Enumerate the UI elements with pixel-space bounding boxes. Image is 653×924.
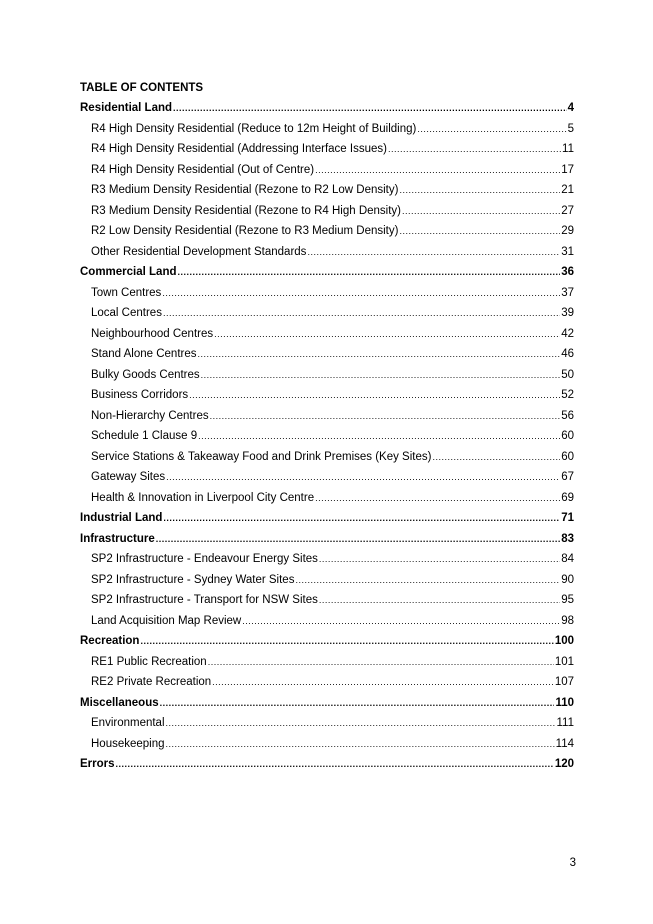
toc-dot-leader — [307, 242, 560, 263]
toc-subsection-entry[interactable] — [80, 713, 574, 734]
toc-dot-leader — [140, 631, 553, 652]
toc-subsection-entry[interactable] — [80, 652, 574, 673]
toc-entry-page: 84 — [561, 553, 574, 565]
toc-dot-leader — [402, 201, 560, 222]
toc-dot-leader — [242, 611, 560, 632]
toc-subsection-entry[interactable] — [80, 221, 574, 242]
toc-entry-page: 4 — [567, 102, 574, 114]
toc-list — [80, 98, 574, 775]
toc-subsection-entry[interactable] — [80, 406, 574, 427]
toc-subsection-entry[interactable] — [80, 365, 574, 386]
toc-entry-page: 60 — [561, 430, 574, 442]
toc-section-entry[interactable] — [80, 693, 574, 714]
toc-section-entry[interactable] — [80, 98, 574, 119]
toc-dot-leader — [162, 283, 560, 304]
toc-dot-leader — [201, 365, 561, 386]
toc-entry-page: 101 — [554, 655, 574, 668]
toc-entry-page: 67 — [561, 471, 574, 483]
toc-entry-label: R3 Medium Density Residential (Rezone to R2 Low Density) — [91, 184, 399, 196]
toc-dot-leader — [198, 344, 561, 365]
toc-entry-label: Land Acquisition Map Review — [91, 614, 242, 627]
toc-subsection-entry[interactable] — [80, 447, 574, 468]
toc-subsection-entry[interactable] — [80, 488, 574, 509]
toc-entry-label: Industrial Land — [80, 512, 163, 524]
toc-entry-page: 56 — [561, 409, 574, 422]
toc-dot-leader — [166, 467, 560, 488]
toc-entry-page: 107 — [554, 676, 574, 688]
toc-subsection-entry[interactable] — [80, 467, 574, 488]
toc-subsection-entry[interactable] — [80, 201, 574, 222]
toc-entry-label: Non-Hierarchy Centres — [91, 409, 209, 422]
toc-entry-page: 110 — [555, 696, 574, 709]
toc-entry-page: 11 — [562, 143, 574, 155]
toc-section-entry[interactable] — [80, 631, 574, 652]
toc-entry-label: Town Centres — [91, 286, 162, 299]
toc-subsection-entry[interactable] — [80, 242, 574, 263]
toc-subsection-entry[interactable] — [80, 426, 574, 447]
toc-entry-page: 42 — [561, 327, 574, 340]
toc-entry-page: 29 — [561, 225, 574, 237]
toc-entry-label: R4 High Density Residential (Out of Centre) — [91, 163, 315, 176]
toc-subsection-entry[interactable] — [80, 570, 574, 591]
toc-dot-leader — [198, 426, 560, 447]
toc-entry-label: R4 High Density Residential (Reduce to 12m Height of Building) — [91, 122, 417, 135]
toc-entry-page: 71 — [561, 512, 574, 524]
toc-subsection-entry[interactable] — [80, 160, 574, 181]
toc-entry-page: 69 — [561, 491, 574, 504]
toc-dot-leader — [160, 693, 555, 714]
toc-entry-page: 46 — [561, 348, 574, 360]
toc-entry-label: R2 Low Density Residential (Rezone to R3 Medium Density) — [91, 225, 399, 237]
toc-section-entry[interactable] — [80, 508, 574, 529]
toc-subsection-entry[interactable] — [80, 180, 574, 201]
toc-entry-page: 120 — [554, 758, 574, 770]
toc-entry-page: 36 — [561, 266, 574, 278]
toc-dot-leader — [166, 713, 556, 734]
toc-entry-page: 100 — [554, 635, 574, 647]
toc-entry-page: 111 — [556, 717, 574, 729]
toc-dot-leader — [315, 160, 560, 181]
toc-entry-label: RE1 Public Recreation — [91, 655, 207, 668]
toc-entry-label: SP2 Infrastructure - Endeavour Energy Sites — [91, 553, 318, 565]
toc-section-entry[interactable] — [80, 754, 574, 775]
toc-dot-leader — [319, 590, 560, 611]
toc-dot-leader — [399, 221, 560, 242]
toc-dot-leader — [399, 180, 560, 201]
toc-entry-page: 31 — [561, 245, 574, 258]
toc-subsection-entry[interactable] — [80, 385, 574, 406]
toc-dot-leader — [208, 652, 554, 673]
toc-section-entry[interactable] — [80, 529, 574, 550]
toc-entry-label: SP2 Infrastructure - Transport for NSW Sites — [91, 594, 318, 606]
toc-dot-leader — [388, 139, 561, 160]
toc-subsection-entry[interactable] — [80, 672, 574, 693]
toc-entry-label: Environmental — [91, 717, 165, 729]
toc-entry-page: 17 — [561, 163, 574, 176]
toc-entry-label: Service Stations & Takeaway Food and Drink Premises (Key Sites) — [91, 450, 432, 463]
toc-entry-page: 98 — [561, 614, 574, 627]
toc-subsection-entry[interactable] — [80, 549, 574, 570]
toc-entry-page: 52 — [561, 389, 574, 401]
toc-entry-page: 95 — [561, 594, 574, 606]
toc-entry-page: 90 — [561, 573, 574, 586]
toc-dot-leader — [189, 385, 560, 406]
toc-dot-leader — [432, 447, 560, 468]
toc-subsection-entry[interactable] — [80, 611, 574, 632]
toc-subsection-entry[interactable] — [80, 283, 574, 304]
toc-entry-label: Schedule 1 Clause 9 — [91, 430, 198, 442]
toc-dot-leader — [173, 98, 567, 119]
toc-entry-label: Bulky Goods Centres — [91, 368, 200, 381]
toc-entry-label: R3 Medium Density Residential (Rezone to R4 High Density) — [91, 204, 401, 217]
toc-entry-page: 83 — [561, 532, 574, 545]
toc-entry-page: 114 — [555, 737, 574, 750]
toc-entry-label: Health & Innovation in Liverpool City Centre — [91, 491, 315, 504]
toc-dot-leader — [214, 324, 560, 345]
toc-subsection-entry[interactable] — [80, 119, 574, 140]
toc-entry-label: Recreation — [80, 635, 140, 647]
toc-dot-leader — [295, 570, 560, 591]
toc-dot-leader — [166, 734, 555, 755]
toc-dot-leader — [417, 119, 566, 140]
toc-entry-label: Other Residential Development Standards — [91, 245, 307, 258]
toc-dot-leader — [163, 303, 560, 324]
toc-entry-label: RE2 Private Recreation — [91, 676, 212, 688]
toc-subsection-entry[interactable] — [80, 344, 574, 365]
toc-dot-leader — [210, 406, 561, 427]
toc-subsection-entry[interactable] — [80, 139, 574, 160]
toc-entry-label: Errors — [80, 758, 115, 770]
toc-subsection-entry[interactable] — [80, 324, 574, 345]
toc-entry-page: 27 — [561, 204, 574, 217]
toc-entry-label: Neighbourhood Centres — [91, 327, 214, 340]
page-number: 3 — [569, 857, 576, 869]
toc-entry-page: 21 — [561, 184, 574, 196]
toc-subsection-entry[interactable] — [80, 303, 574, 324]
toc-entry-label: Infrastructure — [80, 532, 155, 545]
toc-entry-label: Gateway Sites — [91, 471, 166, 483]
toc-dot-leader — [319, 549, 560, 570]
toc-entry-label: Local Centres — [91, 307, 162, 319]
toc-dot-leader — [163, 508, 560, 529]
toc-subsection-entry[interactable] — [80, 590, 574, 611]
toc-title: TABLE OF CONTENTS — [80, 82, 204, 94]
toc-entry-label: Commercial Land — [80, 266, 177, 278]
toc-entry-page: 50 — [561, 368, 574, 381]
toc-entry-label: SP2 Infrastructure - Sydney Water Sites — [91, 573, 295, 586]
toc-entry-label: R4 High Density Residential (Addressing Interface Issues) — [91, 143, 387, 155]
toc-entry-page: 37 — [561, 286, 574, 299]
toc-section-entry[interactable] — [80, 262, 574, 283]
toc-dot-leader — [212, 672, 554, 693]
toc-entry-label: Miscellaneous — [80, 696, 159, 709]
toc-entry-page: 39 — [561, 307, 574, 319]
toc-entry-label: Residential Land — [80, 102, 173, 114]
toc-dot-leader — [178, 262, 561, 283]
toc-subsection-entry[interactable] — [80, 734, 574, 755]
toc-entry-label: Business Corridors — [91, 389, 189, 401]
table-of-contents — [80, 78, 574, 775]
toc-entry-page: 5 — [567, 122, 574, 135]
toc-entry-label: Stand Alone Centres — [91, 348, 197, 360]
toc-dot-leader — [315, 488, 560, 509]
toc-entry-page: 60 — [561, 450, 574, 463]
toc-dot-leader — [156, 529, 560, 550]
toc-entry-label: Housekeeping — [91, 737, 165, 750]
toc-dot-leader — [116, 754, 554, 775]
